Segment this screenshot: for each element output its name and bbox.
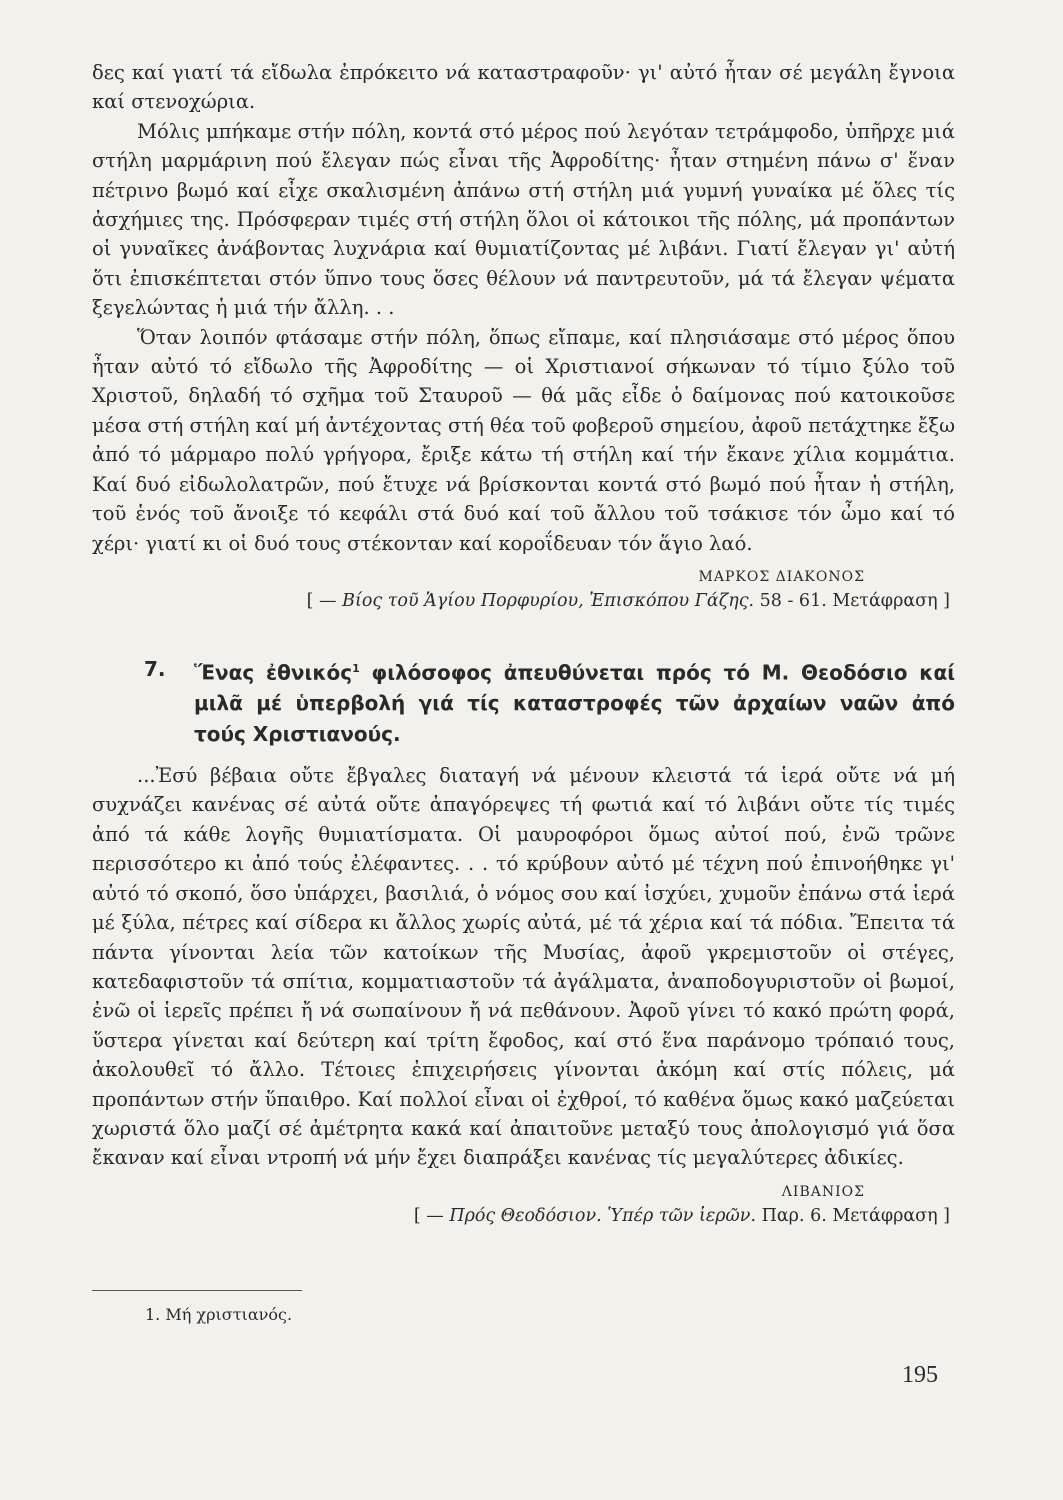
- paragraph-idol-destruction: Ὅταν λοιπόν φτάσαμε στήν πόλη, ὅπως εἴπαμε, καί πλησιάσαμε στό μέρος ὅπου ἦταν αὐτό τό εἴδωλο τῆς Ἀφροδίτης — οἱ Χριστιανοί σήκωναν τό τίμιο ξύλο τοῦ Χριστοῦ, δηλαδή τό σχῆμα τοῦ Σταυροῦ — θά μᾶς εἶδε ὁ δαίμονας πού κατοικοῦσε μέσα στή στήλη καί μή ἀντέχοντας στή θέα τοῦ φοβεροῦ σημείου, ἀφοῦ πετάχτηκε ἔξω ἀπό τό μάρμαρο πολύ γρήγορα, ἔριξε κάτω τή στήλη καί τήν ἔκανε χίλια κομμάτια. Καί δυό εἰδωλολατρῶν, πού ἔτυχε νά βρίσκονται κοντά στό βωμό πού ἦταν ἡ στήλη, τοῦ ἑνός τοῦ ἄνοιξε τό κεφάλι στά δυό καί τοῦ ἄλλου τοῦ τσάκισε τόν ὦμο καί τό χέρι· γιατί κι οἱ δυό τους στέκονταν καί κοροΐδευαν τόν ἅγιο λαό.: [92, 325, 955, 555]
- source-ref: . 58 - 61. Μετάφραση ]: [748, 590, 950, 611]
- source-ref: . Παρ. 6. Μετάφραση ]: [750, 1205, 950, 1226]
- source-citation-1: [92, 588, 950, 614]
- page-number: 195: [902, 1362, 938, 1388]
- section-title: [194, 654, 955, 749]
- footnote-divider: [92, 1290, 302, 1291]
- footnote-ref: 1: [352, 661, 360, 675]
- source-citation-2: [92, 1203, 950, 1229]
- source-bracket-open: [ —: [306, 590, 343, 611]
- paragraph-libanios: ...Ἐσύ βέβαια οὔτε ἔβγαλες διαταγή νά μένουν κλειστά τά ἱερά οὔτε νά μή συχνάζει κανένας σέ αὐτά οὔτε ἀπαγόρεψες τή φωτιά καί τό λιβάνι οὔτε τίς τιμές ἀπό τά κάθε λογῆς θυμιατίσματα. Οἱ μαυροφόροι ὅμως αὐτοί πού, ἐνῶ τρῶνε περισσότερο κι ἀπό τούς ἐλέφαντες. . . τό κρύβουν αὐτό μέ τέχνη πού ἐπινοήθηκε γι' αὐτό τό σκοπό, ὅσο ὑπάρχει, βασιλιά, ὁ νόμος σου καί ἰσχύει, χυμοῦν ἐπάνω στά ἱερά μέ ξύλα, πέτρες καί σίδερα κι ἄλλος χωρίς αὐτά, μέ τά χέρια καί τά πόδια. Ἔπειτα τά πάντα γίνονται λεία τῶν κατοίκων τῆς Μυσίας, ἀφοῦ γκρεμιστοῦν οἱ στέγες, κατεδαφιστοῦν τά σπίτια, κομματιαστοῦν τά ἀγάλματα, ἀναποδογυριστοῦν οἱ βωμοί, ἐνῶ οἱ ἱερεῖς πρέπει ἤ νά σωπαίνουν ἤ νά πεθάνουν. Ἀφοῦ γίνει τό κακό πρώτη φορά, ὕστερα γίνεται καί δεύτερη καί τρίτη ἔφοδος, καί στό ἕνα παράνομο τρόπαιό τους, ἀκολουθεῖ τό ἄλλο. Τέτοιες ἐπιχειρήσεις γίνονται ἀκόμη καί στίς πόλεις, μά προπάντων στήν ὕπαιθρο. Καί πολλοί εἶναι οἱ ἐχθροί, τό καθένα ὅμως κακό μαζεύεται χωριστά ὅλο μαζί σέ ἀμέτρητα κακά καί ἀπαιτοῦνε μεταξύ τους ἀπολογισμό γιά ὅσα ἔκαναν καί εἶναι ντροπή νά μήν ἔχει διαπράξει κανένας τίς μεγαλύτερες ἀδικίες.: [92, 764, 955, 1170]
- section-title-part-a: Ἕνας ἐθνικός: [194, 660, 353, 685]
- section-number: 7.: [144, 656, 166, 681]
- source-title: Πρός Θεοδόσιον. Ὑπέρ τῶν ἱερῶν: [449, 1205, 751, 1226]
- footnote: 1. Μή χριστιανός.: [145, 1305, 293, 1324]
- source-bracket-open: [ —: [413, 1205, 450, 1226]
- author-libanios: ΛΙΒΑΝΙΟΣ: [781, 1183, 865, 1200]
- section-heading: [92, 654, 955, 749]
- paragraph-continuation: δες καί γιατί τά εἴδωλα ἐπρόκειτο νά καταστραφοῦν· γι' αὐτό ἦταν σέ μεγάλη ἔγνοια καί στενοχώρια.: [92, 61, 955, 114]
- section-title-part-b: φιλόσοφος ἀπευθύνεται πρός τό Μ. Θεοδόσιο καί μιλᾶ μέ ὑπερβολή γιά τίς καταστροφές τῶν ἀρχαίων ναῶν ἀπό τούς Χριστιανούς.: [194, 660, 955, 746]
- paragraph-aphrodite-stele: Μόλις μπήκαμε στήν πόλη, κοντά στό μέρος πού λεγόταν τετράμφοδο, ὑπῆρχε μιά στήλη μαρμάρινη πού ἔλεγαν πώς εἶναι τῆς Ἀφροδίτης· ἦταν στημένη πάνω σ' ἕναν πέτρινο βωμό καί εἶχε σκαλισμένη ἀπάνω στή στήλη μιά γυμνή γυναίκα μέ ὅλες τίς ἀσχήμιες της. Πρόσφεραν τιμές στή στήλη ὅλοι οἱ κάτοικοι τῆς πόλης, μά προπάντων οἱ γυναῖκες ἀνάβοντας λυχνάρια καί θυμιατίζοντας μέ λιβάνι. Γιατί ἔλεγαν γι' αὐτή ὅτι ἐπισκέπτεται στόν ὕπνο τους ὅσες θέλουν νά παντρευτοῦν, μά τά ἔλεγαν ψέματα ξεγελώντας ἡ μιά τήν ἄλλη. . .: [92, 119, 955, 320]
- source-title: Βίος τοῦ Ἁγίου Πορφυρίου, Ἐπισκόπου Γάζης: [342, 590, 749, 611]
- page-body: [92, 58, 955, 1229]
- author-markos: ΜΑΡΚΟΣ ΔΙΑΚΟΝΟΣ: [698, 568, 865, 585]
